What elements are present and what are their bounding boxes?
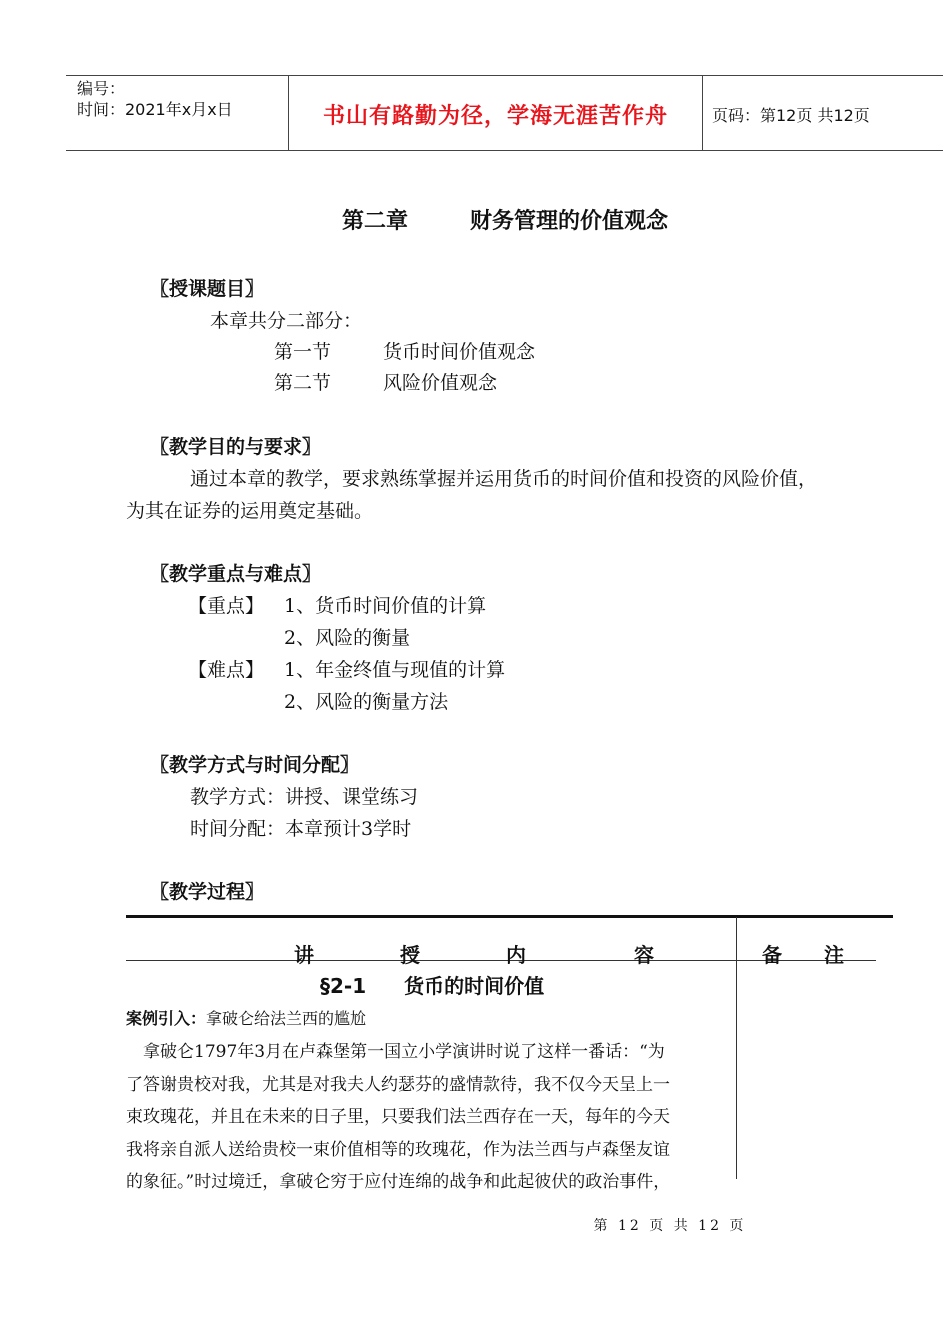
chapter-title xyxy=(0,204,950,235)
header-motto: 书山有路勤为径，学海无涯苦作舟 xyxy=(322,104,668,129)
header-page-info: 页码：第12页 共12页 xyxy=(712,106,870,125)
column-header-char: 内 xyxy=(506,943,526,967)
focus-label: 【重点】 xyxy=(188,595,265,617)
method-heading: 〖教学方式与时间分配〗 xyxy=(150,754,360,776)
method-line: 教学方式：讲授、课堂练习 xyxy=(190,786,419,808)
topic-item-title: 风险价值观念 xyxy=(383,372,498,394)
table-column-divider xyxy=(736,917,737,1179)
chapter-name: 财务管理的价值观念 xyxy=(470,209,669,234)
paragraph-line: 的象征。”时过境迁，拿破仑穷于应付连绵的战争和此起彼伏的政治事件， xyxy=(126,1172,671,1192)
paragraph-line: 束玫瑰花，并且在未来的日子里，只要我们法兰西存在一天，每年的今天 xyxy=(126,1107,670,1127)
column-header-char: 注 xyxy=(824,943,844,967)
time-line: 时间分配：本章预计3学时 xyxy=(190,818,412,840)
date-line: 时间：2021年x月x日 xyxy=(77,100,233,119)
focus-item: 2、风险的衡量 xyxy=(284,627,411,649)
topic-intro: 本章共分二部分： xyxy=(210,310,363,332)
case-intro xyxy=(126,1006,366,1029)
header-meta xyxy=(77,78,233,120)
column-header-char: 授 xyxy=(400,943,420,967)
section-title xyxy=(320,970,544,999)
case-title: 拿破仑给法兰西的尴尬 xyxy=(206,1009,367,1028)
number-label: 编号： xyxy=(77,79,126,98)
paragraph-line: 我将亲自派人送给贵校一束价值相等的玫瑰花，作为法兰西与卢森堡友谊 xyxy=(126,1139,670,1160)
difficulty-label: 【难点】 xyxy=(188,659,265,681)
header-divider-right xyxy=(702,75,703,151)
paragraph-line: 拿破仑1797年3月在卢森堡第一国立小学演讲时说了这样一番话：“为 xyxy=(143,1042,665,1062)
topic-item-title: 货币时间价值观念 xyxy=(383,341,536,363)
case-paragraph xyxy=(126,1036,734,1199)
keypoints-heading: 〖教学重点与难点〗 xyxy=(150,563,322,585)
header-top-rule xyxy=(66,75,943,76)
process-heading: 〖教学过程〗 xyxy=(150,881,265,903)
table-top-rule xyxy=(126,915,893,918)
paragraph-line: 了答谢贵校对我，尤其是对我夫人约瑟芬的盛情款待，我不仅今天呈上一 xyxy=(126,1074,670,1095)
topic-item-num: 第一节 xyxy=(274,341,332,363)
focus-item: 1、货币时间价值的计算 xyxy=(284,595,487,617)
column-header-char: 备 xyxy=(762,943,782,967)
difficulty-item: 1、年金终值与现值的计算 xyxy=(284,659,506,681)
page-footer: 第 12 页 共 12 页 xyxy=(593,1218,747,1234)
chapter-number: 第二章 xyxy=(341,209,408,234)
difficulty-item: 2、风险的衡量方法 xyxy=(284,691,449,713)
section-name: 货币的时间价值 xyxy=(404,974,545,998)
objective-line-1: 通过本章的教学，要求熟练掌握并运用货币的时间价值和投资的风险价值， xyxy=(190,468,818,490)
topic-item xyxy=(274,337,535,364)
column-header-char: 讲 xyxy=(294,943,314,967)
objective-line-2: 为其在证券的运用奠定基础。 xyxy=(126,500,374,522)
topic-item-num: 第二节 xyxy=(274,372,332,394)
topic-heading: 〖授课题目〗 xyxy=(150,278,265,300)
topic-item xyxy=(274,368,497,395)
section-number: §2-1 xyxy=(320,974,367,998)
case-label: 案例引入： xyxy=(126,1009,207,1028)
column-header-char: 容 xyxy=(634,943,654,967)
header-bottom-rule xyxy=(66,150,943,151)
objective-heading: 〖教学目的与要求〗 xyxy=(150,436,322,458)
